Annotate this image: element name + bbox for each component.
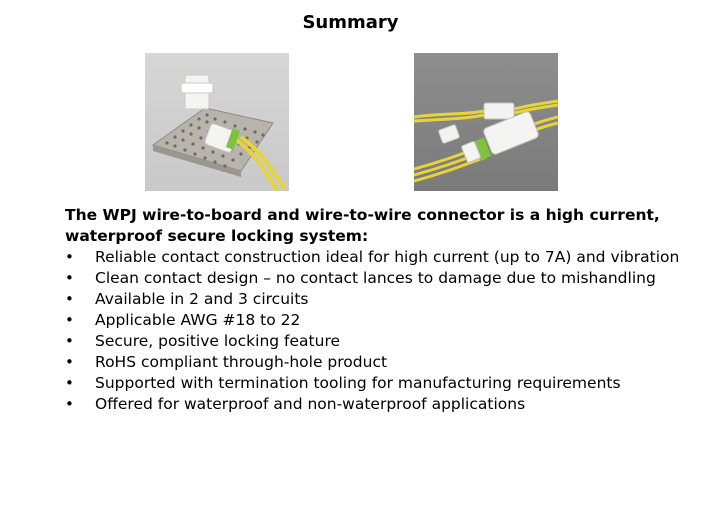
bullet-icon: • [65, 311, 74, 329]
list-item [65, 373, 685, 394]
list-item [65, 289, 685, 310]
list-item-text: Secure, positive locking feature [95, 332, 341, 350]
list-item [65, 352, 685, 373]
bullet-icon: • [65, 248, 74, 266]
connector-wire-photo [414, 53, 558, 191]
summary-body [65, 205, 685, 415]
connector-board-photo [145, 53, 289, 191]
list-item [65, 394, 685, 415]
list-item-text: Supported with termination tooling for manufacturing requirements [95, 374, 621, 392]
intro-paragraph: The WPJ wire-to-board and wire-to-wire connector is a high current, waterproof secure locking system: [65, 206, 660, 245]
bullet-icon: • [65, 332, 74, 350]
page-title: Summary [302, 12, 399, 33]
bullet-icon: • [65, 353, 74, 371]
feature-list [65, 247, 685, 415]
list-item-text: Available in 2 and 3 circuits [95, 290, 309, 308]
bullet-icon: • [65, 290, 74, 308]
list-item [65, 247, 685, 268]
bullet-icon: • [65, 395, 74, 413]
bullet-icon: • [65, 269, 74, 287]
connector-wire-illustration [414, 53, 558, 191]
list-item [65, 331, 685, 352]
list-item [65, 310, 685, 331]
list-item-text: RoHS compliant through-hole product [95, 353, 388, 371]
list-item-text: Offered for waterproof and non-waterproof applications [95, 395, 526, 413]
bullet-icon: • [65, 374, 74, 392]
connector-board-illustration [145, 53, 289, 191]
list-item-text: Reliable contact construction ideal for high current (up to 7A) and vibration [95, 248, 680, 266]
list-item-text: Clean contact design – no contact lances to damage due to mishandling [95, 269, 656, 287]
list-item [65, 268, 685, 289]
list-item-text: Applicable AWG #18 to 22 [95, 311, 301, 329]
